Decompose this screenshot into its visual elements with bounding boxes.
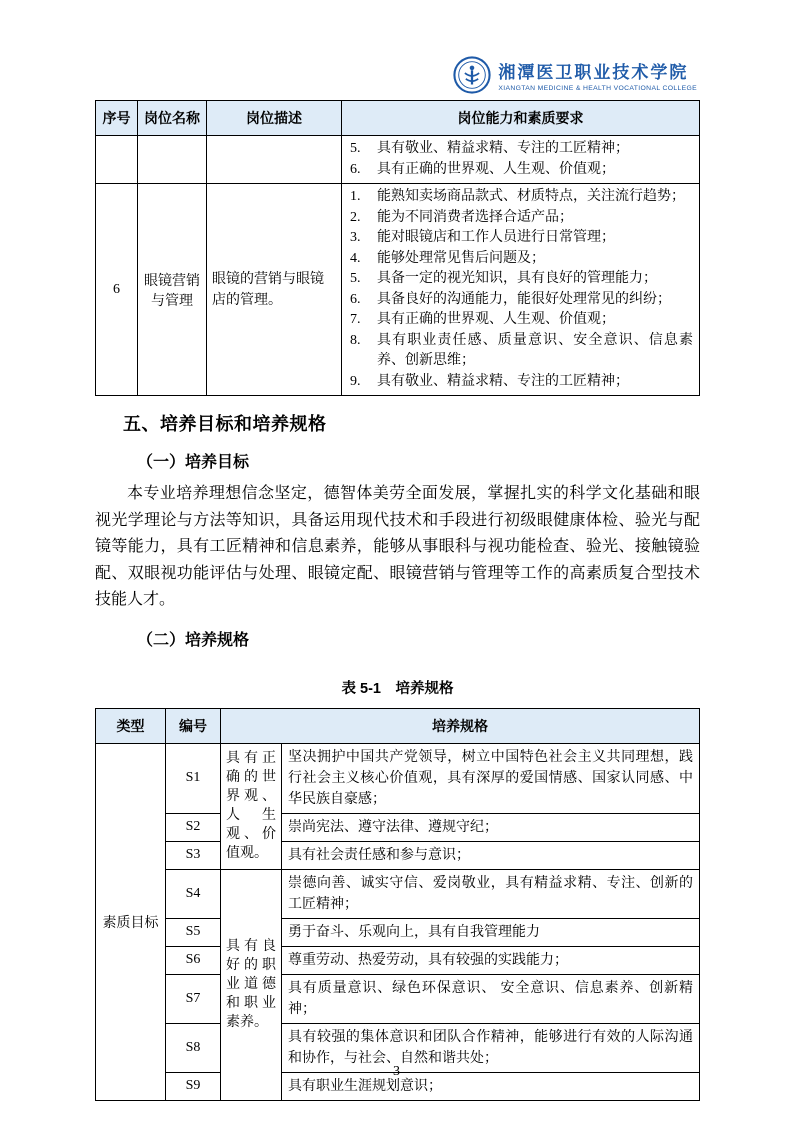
id-cell: S5 [166,918,221,946]
spec-cell: 崇尚宪法、遵守法律、遵规守纪； [282,813,700,841]
id-cell: S3 [166,841,221,869]
spec-cell: 坚决拥护中国共产党领导，树立中国特色社会主义共同理想，践行社会主义核心价值观，具有深厚的爱国情感、国家认同感、中华民族自豪感； [282,743,700,813]
group-label-cell: 具有正确的世界观、人生观、价值观。 [221,743,282,869]
requirements-cell [342,136,700,184]
requirement-item [350,269,695,290]
table-row [96,184,700,396]
id-cell: S9 [166,1072,221,1100]
item-number: 4. [350,250,361,266]
type-cell: 素质目标 [96,743,166,1100]
college-name-en: XIANGTAN MEDICINE & HEALTH VOCATIONAL COLLEGE [498,85,697,92]
requirement-item [350,249,695,270]
table-caption: 表 5-1 培养规格 [341,680,454,697]
id-cell: S8 [166,1023,221,1072]
serial-cell: 6 [96,184,138,396]
table-row [96,946,700,974]
spec-cell: 具有社会责任感和参与意识； [282,841,700,869]
positions-table [95,100,700,396]
requirement-item [350,228,695,249]
page-number: 3 [393,1064,400,1079]
subsection-heading-goal: （一）培养目标 [137,454,250,471]
item-number: 8. [350,332,361,348]
spec-cell: 具有质量意识、绿色环保意识、 安全意识、信息素养、创新精神； [282,974,700,1023]
item-text: 具备一定的视光知识，具有良好的管理能力； [377,271,657,286]
spec-cell: 具有较强的集体意识和团队合作精神，能够进行有效的人际沟通和协作，与社会、自然和谐共处； [282,1023,700,1072]
college-logo [453,56,697,94]
item-number: 1. [350,189,361,204]
requirement-item [350,331,695,372]
item-number: 9. [350,373,361,389]
column-header-desc: 岗位描述 [207,101,342,136]
column-header-spec: 培养规格 [221,708,700,743]
training-objective-text: 本专业培养理想信念坚定，德智体美劳全面发展，掌握扎实的科学文化基础和眼视光学理论与方法等知识，具备运用现代技术和手段进行初级眼健康体检、验光与配镜等能力，具有工匠精神和信息素养，能够从事眼科与视功能检查、验光、接触镜验配、双眼视功能评估与处理、眼镜定配、眼镜营销与管理等工作的高素质复合型技术技能人才。 [95,485,700,608]
id-cell: S6 [166,946,221,974]
desc-cell-empty [207,136,342,184]
item-text: 具备良好的沟通能力，能很好处理常见的纠纷； [377,291,671,307]
item-number: 5. [350,271,361,286]
item-text: 具有职业责任感、质量意识、安全意识、信息素养、创新思维； [377,332,693,368]
college-name-zh: 湘潭医卫职业技术学院 [498,63,689,82]
column-header-name: 岗位名称 [138,101,207,136]
table-header-row [96,101,700,136]
id-cell: S2 [166,813,221,841]
id-cell: S4 [166,869,221,918]
subsection-heading-spec: （二）培养规格 [137,631,250,649]
table-row [96,813,700,841]
name-cell: 眼镜营销与管理 [138,184,207,396]
table-row [96,136,700,184]
table-row [96,841,700,869]
column-header-id: 编号 [166,708,221,743]
item-text: 能为不同消费者选择合适产品； [377,209,573,225]
id-cell: S1 [166,743,221,813]
spec-cell: 勇于奋斗、乐观向上，具有自我管理能力 [282,918,700,946]
requirement-item [350,372,695,393]
column-header-requirements: 岗位能力和素质要求 [342,101,700,136]
item-number: 3. [350,230,361,245]
table-row [96,743,700,813]
item-text: 具有正确的世界观、人生观、价值观； [377,312,615,327]
requirement-item [350,187,695,208]
requirements-cell [342,184,700,396]
table-row [96,918,700,946]
requirement-item [350,290,695,311]
section-heading: 五、培养目标和培养规格 [123,414,327,434]
group-label-cell: 具有良好的职业道德和职业素养。 [221,869,282,1100]
item-text: 具有敬业、精益求精、专注的工匠精神； [377,373,629,389]
item-text: 能够处理常见售后问题及； [377,250,545,266]
table-row [96,869,700,918]
spec-cell: 尊重劳动、热爱劳动，具有较强的实践能力； [282,946,700,974]
specs-table [95,708,700,1101]
column-header-type: 类型 [96,708,166,743]
item-number: 6. [350,291,361,307]
serial-cell-empty [96,136,138,184]
item-text: 能熟知卖场商品款式、材质特点，关注流行趋势； [377,189,685,204]
spec-cell: 具有职业生涯规划意识； [282,1072,700,1100]
college-name [498,58,697,92]
requirement-item [350,139,695,160]
item-number: 6. [350,161,361,177]
item-text: 具有敬业、精益求精、专注的工匠精神； [377,141,629,156]
table-row [96,974,700,1023]
name-cell-empty [138,136,207,184]
spec-cell: 崇德向善、诚实守信、爱岗敬业，具有精益求精、专注、创新的工匠精神； [282,869,700,918]
college-logo-icon [453,56,491,94]
item-number: 2. [350,209,361,225]
requirement-item [350,310,695,331]
requirement-item [350,160,695,181]
id-cell: S7 [166,974,221,1023]
item-number: 7. [350,312,361,327]
item-number: 5. [350,141,361,156]
requirement-item [350,208,695,229]
table-header-row [96,708,700,743]
item-text: 具有正确的世界观、人生观、价值观； [377,161,615,177]
item-text: 能对眼镜店和工作人员进行日常管理； [377,230,615,245]
column-header-serial: 序号 [96,101,138,136]
desc-cell: 眼镜的营销与眼镜店的管理。 [207,184,342,396]
